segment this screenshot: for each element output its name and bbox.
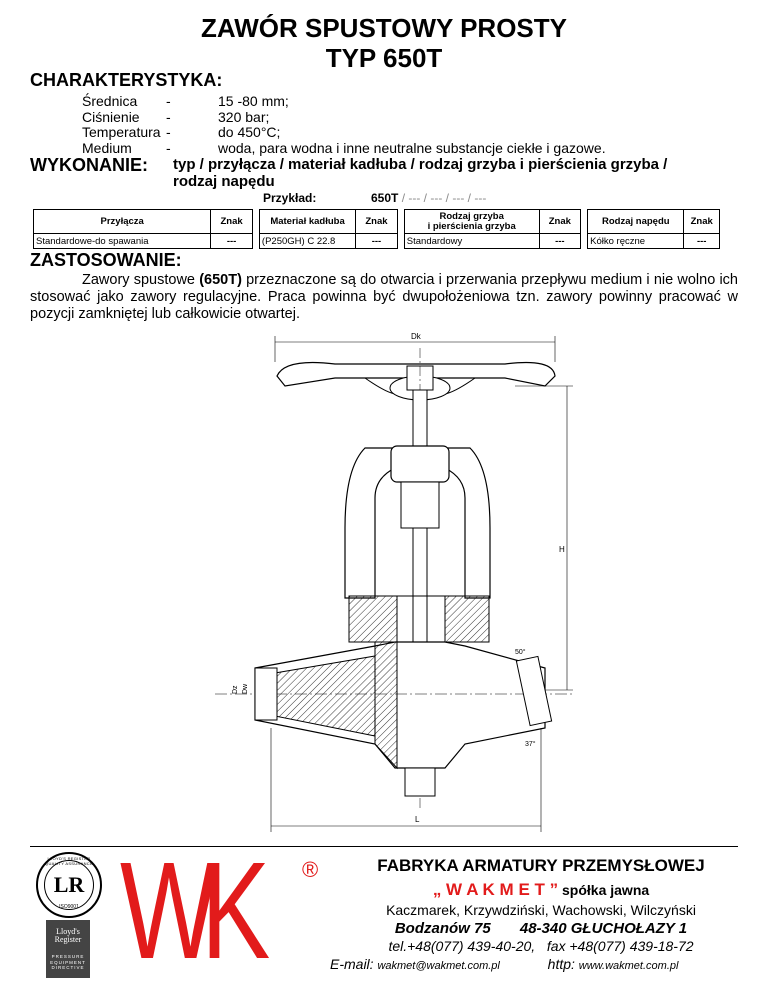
company-brand: „ W A K M E T ” spółka jawna xyxy=(432,880,650,899)
dim-l: L xyxy=(415,815,420,824)
table-row xyxy=(34,234,720,249)
dim-h: H xyxy=(559,545,565,554)
spec-dash: - xyxy=(166,139,171,156)
characteristics-list xyxy=(82,94,682,158)
example-type: 650T xyxy=(371,191,399,205)
table-cell: Kółko ręczne xyxy=(588,234,684,249)
col-header: Materiał kadłuba xyxy=(259,210,355,234)
table-cell: Standardowy xyxy=(404,234,539,249)
company-address: Bodzanów 75 48-340 GŁUCHOŁAZY 1 xyxy=(394,920,688,937)
application-text: Zawory spustowe (650T) przeznaczone są do otwarcia i przerwania przepływu medium i nie wolno ich stosować jako zawory regulacyjne. Praca powinna być dwupołożeniowa tzn. zawory powinny pracować w pozycji zamkniętej lub całkowicie otwartej. xyxy=(30,272,738,322)
example-placeholders: / --- / --- / --- / --- xyxy=(398,191,487,205)
table-header-row xyxy=(34,210,720,234)
spec-key: Średnica xyxy=(82,93,138,109)
registered-mark: ® xyxy=(302,857,319,882)
execution-line: rodzaj napędu xyxy=(173,173,275,190)
spec-key: Medium xyxy=(82,139,132,156)
example-code xyxy=(371,191,486,205)
characteristics-heading: CHARAKTERYSTYKA: xyxy=(30,70,223,90)
company-owners: Kaczmarek, Krzywdziński, Wachowski, Wilczyński xyxy=(386,902,696,918)
execution-heading: WYKONANIE: xyxy=(30,155,148,175)
table-cell: Standardowe-do spawania xyxy=(34,234,211,249)
col-header: Znak xyxy=(356,210,398,234)
spec-value: do 450°C; xyxy=(218,124,281,140)
email-link[interactable]: wakmet@wakmet.com.pl xyxy=(377,960,500,972)
spec-dash: - xyxy=(166,108,171,125)
lr-letters: LR xyxy=(53,872,85,897)
page-title: ZAWÓR SPUSTOWY PROSTY xyxy=(201,13,567,43)
application-heading: ZASTOSOWANIE: xyxy=(30,250,182,270)
angle-label: 37° xyxy=(525,741,536,748)
lr-quality-logo xyxy=(36,852,102,918)
dim-dw: Dw xyxy=(242,683,249,694)
table-cell: --- xyxy=(356,234,398,249)
table-cell: (P250GH) C 22.8 xyxy=(259,234,355,249)
table-cell: --- xyxy=(684,234,720,249)
spec-key: Temperatura xyxy=(82,124,161,140)
lr-ring-text: LLOYD'S REGISTER QUALITY ASSURANCE xyxy=(45,856,93,866)
spec-value: 15 -80 mm; xyxy=(218,93,289,109)
dim-dk: Dk xyxy=(411,332,421,341)
options-table xyxy=(33,209,720,249)
company-phone: tel.+48(077) 439-40-20, fax +48(077) 439-18-72 xyxy=(388,938,694,954)
website-link[interactable]: www.wakmet.com.pl xyxy=(578,960,679,972)
col-header: Rodzaj napędu xyxy=(588,210,684,234)
spec-dash: - xyxy=(166,93,171,109)
company-name: FABRYKA ARMATURY PRZEMYSŁOWEJ xyxy=(377,856,705,875)
spec-key: Ciśnienie xyxy=(82,108,140,125)
col-header: Znak xyxy=(211,210,253,234)
execution-description xyxy=(173,156,667,190)
example-label: Przykład: xyxy=(263,191,317,205)
col-header: Przyłącza xyxy=(34,210,211,234)
company-contact: E-mail: wakmet@wakmet.com.pl http: www.wakmet.com.pl xyxy=(330,956,679,972)
spec-value: 320 bar; xyxy=(218,108,270,125)
col-header: Znak xyxy=(539,210,581,234)
dim-dz: Dz xyxy=(232,685,239,694)
lloyds-register-logo: Lloyd's Register PRESSURE EQUIPMENT DIRECTIVE xyxy=(46,920,90,978)
valve-drawing xyxy=(215,328,575,836)
execution-line: typ / przyłącza / materiał kadłuba / rodzaj grzyba i pierścienia grzyba / xyxy=(173,156,668,173)
spec-dash: - xyxy=(166,124,171,140)
wk-logo: WK xyxy=(120,834,254,988)
col-header: Znak xyxy=(684,210,720,234)
table-cell: --- xyxy=(539,234,581,249)
table-cell: --- xyxy=(211,234,253,249)
page-subtitle: TYP 650T xyxy=(325,43,443,73)
lr-iso: ISO9001 xyxy=(59,904,79,910)
angle-label: 50° xyxy=(515,649,526,656)
spec-value: woda, para wodna i inne neutralne substancje ciekłe i gazowe. xyxy=(218,139,606,156)
col-header: Rodzaj grzyba i pierścienia grzyba xyxy=(404,210,539,234)
